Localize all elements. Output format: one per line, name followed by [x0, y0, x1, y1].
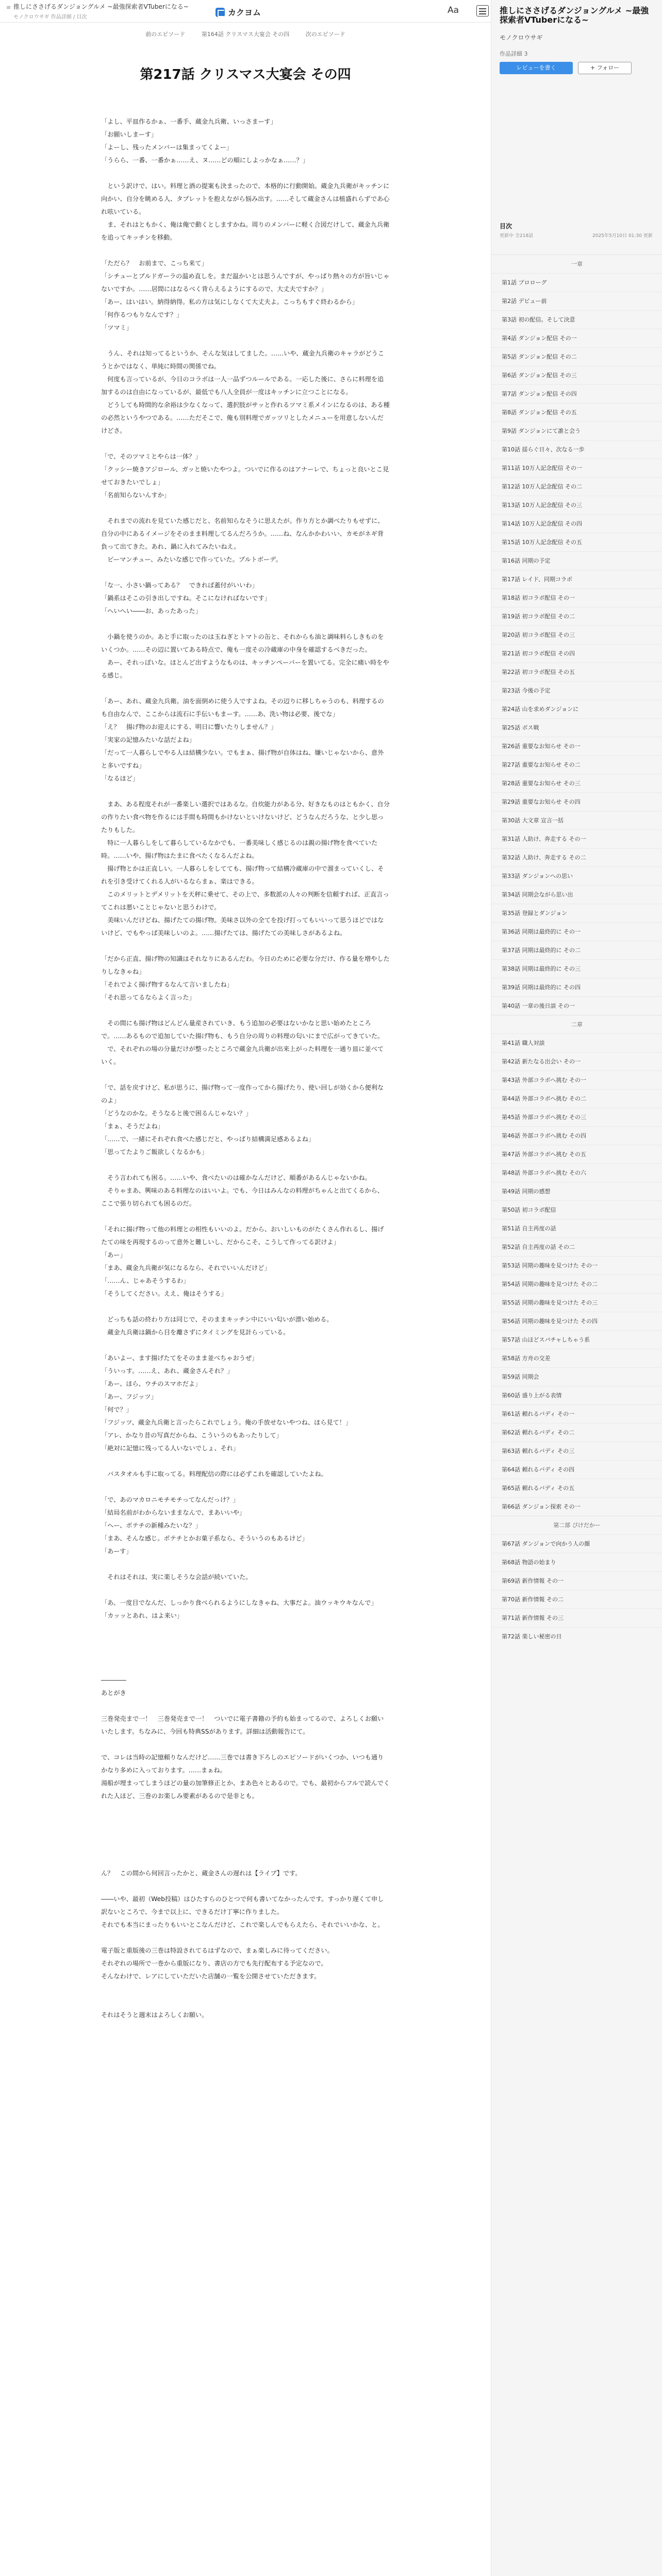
toc-item[interactable]: 第46話 外部コラボへ挑む その四 — [491, 1126, 662, 1145]
follow-button[interactable]: + フォロー — [578, 62, 632, 74]
body-paragraph — [101, 1558, 390, 1571]
body-paragraph: 「名前知らないんすか」 — [101, 492, 171, 499]
body-paragraph — [101, 1700, 390, 1713]
toc-item[interactable]: 第44話 外部コラボへ挑む その二 — [491, 1089, 662, 1108]
body-paragraph — [101, 334, 390, 347]
body-paragraph: どうしても時間的な余裕は少なくなって、選択肢がサッと作れるツマミ系メインになるのは、ある種の必然というやつである。……ただそこで、俺も別料理でガッツリとしたメニューを用意しないんだけどさ。 — [101, 401, 390, 434]
header-book-author[interactable]: モノクロウサギ 作品詳細 / 目次 — [13, 14, 87, 20]
body-paragraph: 「結局名前がわからないままなんで、まあいいや」 — [101, 1509, 246, 1516]
toc-item[interactable]: 第71話 新作情報 その三 — [491, 1608, 662, 1627]
body-paragraph: 電子版と重版後の三巻は特設されてるはずなので、まぁ楽しみに待ってください。 — [101, 1947, 334, 1954]
body-paragraph: 「それ思ってるならよく言った」 — [101, 994, 195, 1001]
episode-nav — [0, 30, 491, 38]
toc-item[interactable]: 第36話 同期は最終的に その一 — [491, 922, 662, 941]
toc-item[interactable]: 第70話 新作情報 その二 — [491, 1590, 662, 1608]
body-paragraph — [101, 1339, 390, 1352]
body-paragraph: 「あー」 — [101, 1251, 126, 1259]
body-paragraph: 特に一人暮らしをして暮らしているなかでも、一番美味しく感じるのは親の揚げ物を食べていた時。……いや、揚げ物はたまに食べたくなるんだよね。 — [101, 839, 378, 859]
toc-item[interactable]: 第23話 今後の予定 — [491, 681, 662, 700]
body-paragraph — [101, 502, 390, 515]
body-paragraph: 「へいへい――お、あったあった」 — [101, 607, 202, 615]
body-paragraph: まあ、ある程度それが一番楽しい選択ではあるな。自炊能力がある分、好きなものはともかく、自分の作りたい食べ物を作るには手間も時間もかけないといけないけど、どうなんだろうな、と少し思ったりもした。 — [101, 801, 390, 834]
body-paragraph: 「カッッとあれ、はよ来い」 — [101, 1612, 184, 1619]
sidebar-book-title[interactable]: 推しにささげるダンジョングルメ ~最強探索者VTuberになる~ — [500, 6, 649, 25]
toc-item[interactable]: 第58話 方舟の交差 — [491, 1349, 662, 1367]
toc-item[interactable]: 第31話 人助け、奔走する その一 — [491, 829, 662, 848]
sidebar-author[interactable]: モノクロウサギ — [500, 34, 543, 41]
body-paragraph: 「で、あのマカロニモチモチってなんだっけ？」 — [101, 1496, 239, 1503]
toc-item[interactable]: 第3話 初の配信。そして決意 — [491, 310, 662, 329]
next-episode-link[interactable]: 次のエピソード — [305, 31, 345, 38]
body-paragraph: どっちも話の終わり方は同じで、そのままキッチン中にいい匂いが漂い始める。 — [101, 1316, 333, 1323]
table-of-contents — [491, 255, 662, 1646]
toc-item[interactable]: 第10話 揺らぐ日々、次なる一歩 — [491, 440, 662, 459]
body-paragraph: 「なるほど」 — [101, 775, 139, 782]
toc-item[interactable]: 第65話 頼れるバディ その五 — [491, 1479, 662, 1497]
body-paragraph: 「え？ 揚げ物のお迎えにする、明日に響いたりしません？」 — [101, 723, 277, 731]
body-paragraph: 「あー、フジッツ」 — [101, 1393, 157, 1400]
toc-item[interactable]: 第12話 10万人記念配信 その二 — [491, 477, 662, 496]
toc-item[interactable]: 第30話 大文章 宣言一括 — [491, 811, 662, 829]
toc-item[interactable]: 第55話 同期の趣味を見つけた その三 — [491, 1293, 662, 1312]
toc-section-title: 二章 — [491, 1015, 662, 1033]
body-paragraph: 美味いんだけどね、揚げたての揚げ物。美味さ以外の全てを投げ打ってもいいって思うほどではないけど、でもやっぱ美味しいのよ。……揚げたては、揚げたての美味しさがあるよね。 — [101, 917, 384, 937]
site-name: カクヨム — [228, 8, 261, 18]
body-paragraph: 「ういっす。……え、あれ、蔵金さんそれ？」 — [101, 1367, 234, 1375]
body-paragraph: このメリットとデメリットを天秤に乗せて、その上で、多数派の人々の判断を信頼すれば、正直言ってこれは悪いことじゃないと思うわけで。 — [101, 891, 389, 911]
body-paragraph: 「それに揚げ物って他の料理との相性もいいのよ。だから、おいしいものがたくさん作れるし、揚げたての味を再現するのって意外と難しいし、だからこそ、こうして作ってる訳けよ」 — [101, 1226, 384, 1246]
body-paragraph — [101, 618, 390, 631]
body-paragraph: で、コレは当時の記憶頼りなんだけど……三巻では書き下ろしのエピソードがいくつか、いつも通りかなり多めに入っております。……まぁね。 — [101, 1754, 384, 1774]
body-paragraph — [101, 1841, 390, 1854]
body-paragraph: 「で、そのツマミとやらは一体？」 — [101, 453, 202, 460]
toc-item[interactable]: 第43話 外部コラボへ挑む その一 — [491, 1071, 662, 1089]
body-paragraph — [101, 566, 390, 579]
body-paragraph — [101, 244, 390, 257]
body-paragraph — [101, 1455, 390, 1468]
body-paragraph: 「よーし、残ったメンバーは集まってくよー」 — [101, 144, 233, 151]
body-paragraph: 「どうなのかな。そうなると後で困るんじゃない？」 — [101, 1110, 252, 1117]
toc-item[interactable]: 第25話 ボス戦 — [491, 718, 662, 737]
toc-item[interactable]: 第57話 山ほどスパチャしちゃう系 — [491, 1330, 662, 1349]
body-paragraph — [101, 1828, 390, 1841]
toc-item[interactable]: 第7話 ダンジョン配信 その四 — [491, 384, 662, 403]
body-paragraph: 「あー、あれ、蔵金九兵衛。油を面倒めに使う人ですよね。その辺りに移しちゃうのも、料理するのも自由なんで、ここからは流石に手伝いもまーす。……あ、洗い物は必要、後でな」 — [101, 698, 384, 718]
toc-item[interactable]: 第51話 自主再度の話 — [491, 1219, 662, 1238]
body-paragraph: バスタオルも手に取ってる。料理配信の際には必ずこれを確認していたよね。 — [101, 1470, 327, 1478]
body-paragraph — [101, 1635, 390, 1648]
toc-item[interactable]: 第16話 同期の予定 — [491, 551, 662, 570]
body-paragraph: 「シチューとブルドガーラの温め直しを。まだ温かいとは思うんですが、やっぱり熱々の方が旨いじゃないですか。……居間にはなるべく背らえるようにするので、大丈夫ですか？」 — [101, 273, 390, 293]
body-paragraph — [101, 1648, 390, 1661]
toc-item[interactable]: 第72話 楽しい秘密の日 — [491, 1627, 662, 1646]
body-paragraph: 「何で？」 — [101, 1406, 133, 1413]
body-paragraph: 「フジッツ、蔵金九兵衛と言ったらこれでしょう。俺の手放せないやつね、ほら見て！」 — [101, 1419, 352, 1426]
body-paragraph: 「鍋系はそこの引き出しですね。そこになければないです」 — [101, 595, 271, 602]
body-paragraph — [101, 1661, 390, 1674]
episode-body — [101, 115, 390, 2022]
body-paragraph: それまでの流れを見ていた感じだと、名前知らなそうに思えたが。作り方とか調べたりもせずに、自分の中にあるイメージをそのまま料理してるんだろうか。……ね、なんかかわいい、カモがネギ背負って出てきた。あれ、鍋に入れてみたいねえ。 — [101, 517, 384, 550]
toc-item[interactable]: 第1話 プロローグ — [491, 273, 662, 292]
toc-item[interactable]: 第26話 重要なお知らせ その一 — [491, 737, 662, 755]
kakuyomu-logo-icon — [216, 8, 225, 17]
sidebar-stats[interactable]: 作品詳細 3 — [500, 50, 528, 57]
body-paragraph — [101, 1931, 390, 1944]
toc-item[interactable]: 第21話 初コラボ配信 その四 — [491, 644, 662, 663]
body-paragraph: あー、それっぽいな。ほとんど出すようなものは、キッチンペーパーを置いてる。完全に痛い時をやる感じ。 — [101, 659, 389, 679]
toc-item[interactable]: 第67話 ダンジョンで向かう人の顔 — [491, 1534, 662, 1553]
body-paragraph: それぞれの場所で一巻から重版になり、書店の方でも先行配布する予定なので。 — [101, 1960, 327, 1967]
body-paragraph: 「まあ、蔵金九兵衛が気になるなら、それでいいんだけど」 — [101, 1264, 271, 1272]
toc-item[interactable]: 第33話 ダンジョンへの思い — [491, 867, 662, 885]
body-paragraph: そんなわけで、レアにしていただいた店舗の一覧を公開させていただきます。 — [101, 1973, 321, 1980]
toc-item[interactable]: 第17話 レイド、同期コラボ — [491, 570, 662, 588]
toc-item[interactable]: 第8話 ダンジョン配信 その五 — [491, 403, 662, 421]
body-paragraph: 小鍋を使うのか。あと手に取ったのは玉ねぎとトマトの缶と、それからも油と調味料らしきものをいくつか。……その辺に置いてある時点で、俺も一度その冷蔵庫の中身を確認するべきだった。 — [101, 633, 384, 653]
body-paragraph: という訳けで、はい。料理と酒の提案も決まったので、本格的に行動開始。蔵金九兵衛がキッチンに向かい、自分を眺める人、タブレットを抱えながら悩み出す。……そして蔵金さんは植盛れらずであ心れ呟いている。 — [101, 182, 390, 215]
body-paragraph: ピーマンチュー、みたいな感じで作っていた。ブルトボーデ。 — [101, 556, 282, 563]
body-paragraph: 「あいよー、ます揚げたてをそのまま並べちゃおうぜ」 — [101, 1354, 258, 1362]
body-paragraph: ん？ この間から何回言ったかと、蔵金さんの遅れは【ライブ】です。 — [101, 1870, 302, 1877]
body-paragraph: 「だって一人暮らしでやる人は結構少ない。でもまぁ、揚げ物が自体はね、嫌いじゃないから、意外と多いですね」 — [101, 749, 384, 769]
body-paragraph — [101, 167, 390, 180]
body-paragraph: 「な一、小さい鍋ってある？ できれば蓋付がいいわ」 — [101, 582, 258, 589]
toc-item[interactable]: 第6話 ダンジョン配信 その三 — [491, 366, 662, 384]
toc-item[interactable]: 第32話 人助け、奔走する その二 — [491, 848, 662, 867]
toc-item[interactable]: 第62話 頼れるバディ その二 — [491, 1423, 662, 1442]
body-paragraph — [101, 1983, 390, 1996]
font-settings-button[interactable]: Aa — [448, 5, 459, 15]
body-paragraph: そう言われても困る。……いや、食べたいのは確かなんだけど、順番があるんじゃないかね。 — [101, 1174, 371, 1181]
body-paragraph — [101, 940, 390, 953]
toc-meta-right: 2025年5月10日 01:30 更新 — [592, 233, 653, 239]
body-paragraph: 「へー、ボテチの新種みたいな？」 — [101, 1522, 202, 1529]
body-paragraph: 「そうしてください。ええ、俺はそうする」 — [101, 1290, 227, 1297]
body-paragraph: 「よし、平皿作るかぁ、一番手、蔵金九兵衛、いっさまーす」 — [101, 118, 277, 125]
body-paragraph: ――いや、最初（Web投稿）はひたすらのひとつで何も書いてなかったんです。すっかり遅くて申し訳ないところで、今まで以上に、できるだけ丁寧に作りました。 — [101, 1895, 384, 1916]
toc-item[interactable]: 第40話 一章の後日談 その一 — [491, 996, 662, 1015]
toc-item[interactable]: 第49話 同期の感想 — [491, 1182, 662, 1200]
body-paragraph: あとがき — [101, 1689, 126, 1697]
body-paragraph: 「何作るつもりなんです？」 — [101, 311, 183, 318]
toc-item[interactable]: 第24話 山を求めダンジョンに — [491, 700, 662, 718]
body-paragraph: 「うらら、一番、一番かぁ……え、ヌ……どの順にしよっかなぁ……？」 — [101, 157, 309, 164]
body-paragraph: それはそれは、実に楽しそうな会話が続いていた。 — [101, 1573, 252, 1581]
body-paragraph: 「あーす」 — [101, 1548, 133, 1555]
toc-item[interactable]: 第47話 外部コラボへ挑む その五 — [491, 1145, 662, 1163]
body-paragraph: 「ツマミ」 — [101, 324, 133, 331]
body-paragraph — [101, 1996, 390, 2009]
toc-item[interactable]: 第27話 重要なお知らせ その二 — [491, 755, 662, 774]
toc-item[interactable]: 第37話 同期は最終的に その二 — [491, 941, 662, 959]
body-paragraph: ―――― — [101, 1676, 126, 1684]
body-paragraph: 「まあ、そんな感じ。ポテチとかお菓子系なら、そういうのもあるけど」 — [101, 1535, 308, 1542]
body-paragraph — [101, 1880, 390, 1893]
body-paragraph: 「だから正直、揚げ物の知識はそれなりにあるんだわ。今日のために必要な分だけ、作る量を増やしたりしなきゃね」 — [101, 955, 390, 975]
body-paragraph: 「絶対に記憶に残ってる人いないでしょ、それ」 — [101, 1445, 240, 1452]
body-paragraph — [101, 785, 390, 798]
body-paragraph: その間にも揚げ物はどんどん量産されていき、もう追加の必要はないかなと思い始めたところで。……あるもので追加していた揚げ物も、もう自分の周りの料理の匂いにまで広がってきていた。 — [101, 1020, 384, 1040]
toc-item[interactable]: 第56話 同期の趣味を見つけた その四 — [491, 1312, 662, 1330]
body-paragraph: 蔵金九兵衛は鍋から目を離さずにタイミングを見計らっている。 — [101, 1329, 290, 1336]
toc-item[interactable]: 第64話 頼れるバディ その四 — [491, 1460, 662, 1479]
toc-item[interactable]: 第2話 デビュー前 — [491, 292, 662, 310]
body-paragraph — [101, 437, 390, 450]
body-paragraph: 三巻発売まで一！ 三巻発売まで一！ ついでに電子書籍の予約も始まってるので、よろしくお願いいたします。ちなみに、今回も特典SSがあります。詳細は活動報告にて。 — [101, 1715, 384, 1735]
body-paragraph: 湯船が埋まってしまうほどの量の加筆修正とか、まあ色々とあるので。でも、最初からフルで読んでくれた人ほど、三巻のお楽しみ要素があるので是非とも。 — [101, 1780, 390, 1800]
body-paragraph: 何度も言っているが、今日のコラボは一人一品ずつルールである。一応した後に、さらに料理を追加するのは自由になっているが、最低でも八人全員が一度はキッチンに立つことになる。 — [101, 376, 384, 396]
toc-section-title: 第二部 ぴけだかー — [491, 1516, 662, 1534]
body-paragraph: 「お願いしまーす」 — [101, 131, 158, 138]
body-paragraph: ま、それはともかく、俺は俺で動くとしますかね。周りのメンバーに軽く合図だけして、蔵金九兵衛を追ってキッチンを移動。 — [101, 221, 390, 241]
body-paragraph: そりゃまあ、興味のある料理なのはいいよ。でも、今日はみんなの料理がちゃんと出てくるから、ここで張り切られても困るのだ。 — [101, 1187, 384, 1207]
toc-item[interactable]: 第18話 初コラボ配信 その一 — [491, 588, 662, 607]
toc-item[interactable]: 第39話 同期は最終的に その四 — [491, 978, 662, 996]
toc-item[interactable]: 第48話 外部コラボへ挑む その六 — [491, 1163, 662, 1182]
body-paragraph: それでも本当にまったりもいいとこなんだけど、これで楽しんでもらえたら、それでいいかな、と。 — [101, 1921, 384, 1928]
body-paragraph: 「クッシー焼きアジロール、ガッと焼いたやつよ。ついでに作るのはアナーレで、ちょっと良いとこ見せておきたいでしょ」 — [101, 466, 389, 486]
toc-item[interactable]: 第68話 物語の始まり — [491, 1553, 662, 1571]
toc-item[interactable]: 第20話 初コラボ配信 その三 — [491, 625, 662, 644]
body-paragraph — [101, 1803, 390, 1816]
body-paragraph: 「実家の記憶みたいな話だよね」 — [101, 736, 195, 743]
body-paragraph — [101, 1069, 390, 1081]
toc-item[interactable]: 第13話 10万人記念配信 その三 — [491, 496, 662, 514]
toc-item[interactable]: 第38話 同期は最終的に その三 — [491, 959, 662, 978]
body-paragraph: 「で、話を戻すけど、私が思うに、揚げ物って一度作ってから揚げたり、使い回しが効くから便利なのよ」 — [101, 1084, 384, 1104]
current-episode-label: 第164話 クリスマス大宴会 その四 — [201, 31, 290, 38]
toc-item[interactable]: 第66話 ダンジョン探索 その一 — [491, 1497, 662, 1516]
toc-meta-left: 更新中 全218話 — [500, 233, 534, 239]
body-paragraph — [101, 1816, 390, 1828]
toc-item[interactable]: 第52話 自主再度の話 その二 — [491, 1238, 662, 1256]
body-paragraph — [101, 1004, 390, 1017]
body-paragraph: 揚げ物とかは正直しい。一人暮らしをしてても、揚げ物って結構冷蔵庫の中で溜まっていくし、それを引き受けてくれる人がいるならまぁ、楽はできる。 — [101, 865, 384, 885]
body-paragraph — [101, 1159, 390, 1172]
toc-item[interactable]: 第61話 頼れるバディ その一 — [491, 1404, 662, 1423]
toc-item[interactable]: 第41話 職人対談 — [491, 1033, 662, 1052]
toc-item[interactable]: 第35話 登録とダンジョン — [491, 904, 662, 922]
body-paragraph — [101, 1210, 390, 1223]
body-paragraph — [101, 1738, 390, 1751]
body-paragraph — [101, 1622, 390, 1635]
toc-item[interactable]: 第59話 同期会 — [491, 1367, 662, 1386]
sidebar — [491, 0, 662, 2576]
toc-item[interactable]: 第34話 同期会ながら思い出 — [491, 885, 662, 904]
body-paragraph — [101, 1300, 390, 1313]
body-paragraph: で、それぞれの場の分量だけが整ったところで蔵金九兵衛が出来上がった料理を一通り皿に並べていく。 — [101, 1045, 384, 1065]
toc-item[interactable]: 第19話 初コラボ配信 その二 — [491, 607, 662, 625]
book-icon[interactable]: ≡ — [6, 4, 11, 11]
toc-item[interactable]: 第11話 10万人記念配信 その一 — [491, 459, 662, 477]
body-paragraph: 「……ん、じゃあそうするわ」 — [101, 1277, 190, 1284]
toc-item[interactable]: 第53話 同期の趣味を見つけた その一 — [491, 1256, 662, 1275]
body-paragraph: 「アレ、かなり昔の写真だからね、こういうのもあったりして」 — [101, 1432, 283, 1439]
toc-item[interactable]: 第60話 盛り上がる表情 — [491, 1386, 662, 1404]
toc-label: 目次 — [500, 223, 512, 230]
body-paragraph — [101, 1854, 390, 1867]
body-paragraph — [101, 1481, 390, 1494]
episode-title: 第217話 クリスマス大宴会 その四 — [140, 67, 351, 82]
toc-item[interactable]: 第54話 同期の趣味を見つけた その二 — [491, 1275, 662, 1293]
toc-item[interactable]: 第45話 外部コラボへ挑む その三 — [491, 1108, 662, 1126]
toc-item[interactable]: 第29話 重要なお知らせ その四 — [491, 792, 662, 811]
toc-item[interactable]: 第63話 頼れるバディ その三 — [491, 1442, 662, 1460]
site-logo[interactable] — [216, 6, 261, 18]
body-paragraph: 「それでよく揚げ物するなんて言いましたね」 — [101, 981, 233, 988]
toc-item[interactable]: 第42話 新たなる出会い その一 — [491, 1052, 662, 1071]
body-paragraph: 「あー、はいはい。納得納得。私の方は気にしなくて大丈夫よ。こっちもすぐ終わるから」 — [101, 298, 358, 306]
toc-item[interactable]: 第4話 ダンジョン配信 その一 — [491, 329, 662, 347]
toc-item[interactable]: 第5話 ダンジョン配信 その二 — [491, 347, 662, 366]
body-paragraph: 「ただら？ お前まで、こっち来て」 — [101, 260, 208, 267]
body-paragraph: 「思ってたよりご飯欲しくなるかも」 — [101, 1148, 208, 1156]
prev-episode-link[interactable]: 前のエピソード — [145, 31, 186, 38]
body-paragraph: 「あ、一度目でなんだ、しっかり食べられるようにしなきゃね、大事だよ。油ウッキウキなんで」 — [101, 1599, 377, 1606]
toc-section-title: 一章 — [491, 255, 662, 273]
body-paragraph: うん、それは知ってるというか、そんな気はしてました。……いや、蔵金九兵衛のキャラがどうこうとかではなく、単純に時間の関係でね。 — [101, 350, 384, 370]
body-paragraph: それはそうと週末はよろしくお願い。 — [101, 2011, 208, 2019]
toc-item[interactable]: 第15話 10万人記念配信 その五 — [491, 533, 662, 551]
toc-item[interactable]: 第14話 10万人記念配信 その四 — [491, 514, 662, 533]
body-paragraph — [101, 682, 390, 695]
body-paragraph — [101, 1584, 390, 1597]
header-book-title[interactable]: 推しにささげるダンジョングルメ ~最強探索者VTuberになる~ — [13, 3, 189, 10]
body-paragraph: 「あー、ほら、ウチのスマホだよ」 — [101, 1380, 202, 1387]
toc-item[interactable]: 第50話 初コラボ配信 — [491, 1200, 662, 1219]
toc-item[interactable]: 第69話 新作情報 その一 — [491, 1571, 662, 1590]
toc-item[interactable]: 第9話 ダンジョンにて誰と会う — [491, 421, 662, 440]
toc-item[interactable]: 第28話 重要なお知らせ その三 — [491, 774, 662, 792]
review-button[interactable]: レビューを書く — [500, 62, 573, 74]
body-paragraph: 「……で、一緒にそれぞれ食べた感じだと、やっぱり結構満足感あるよね」 — [101, 1136, 315, 1143]
toc-item[interactable]: 第22話 初コラボ配信 その五 — [491, 663, 662, 681]
menu-icon[interactable] — [476, 5, 489, 16]
body-paragraph: 「まぁ、そうだよね」 — [101, 1123, 164, 1130]
